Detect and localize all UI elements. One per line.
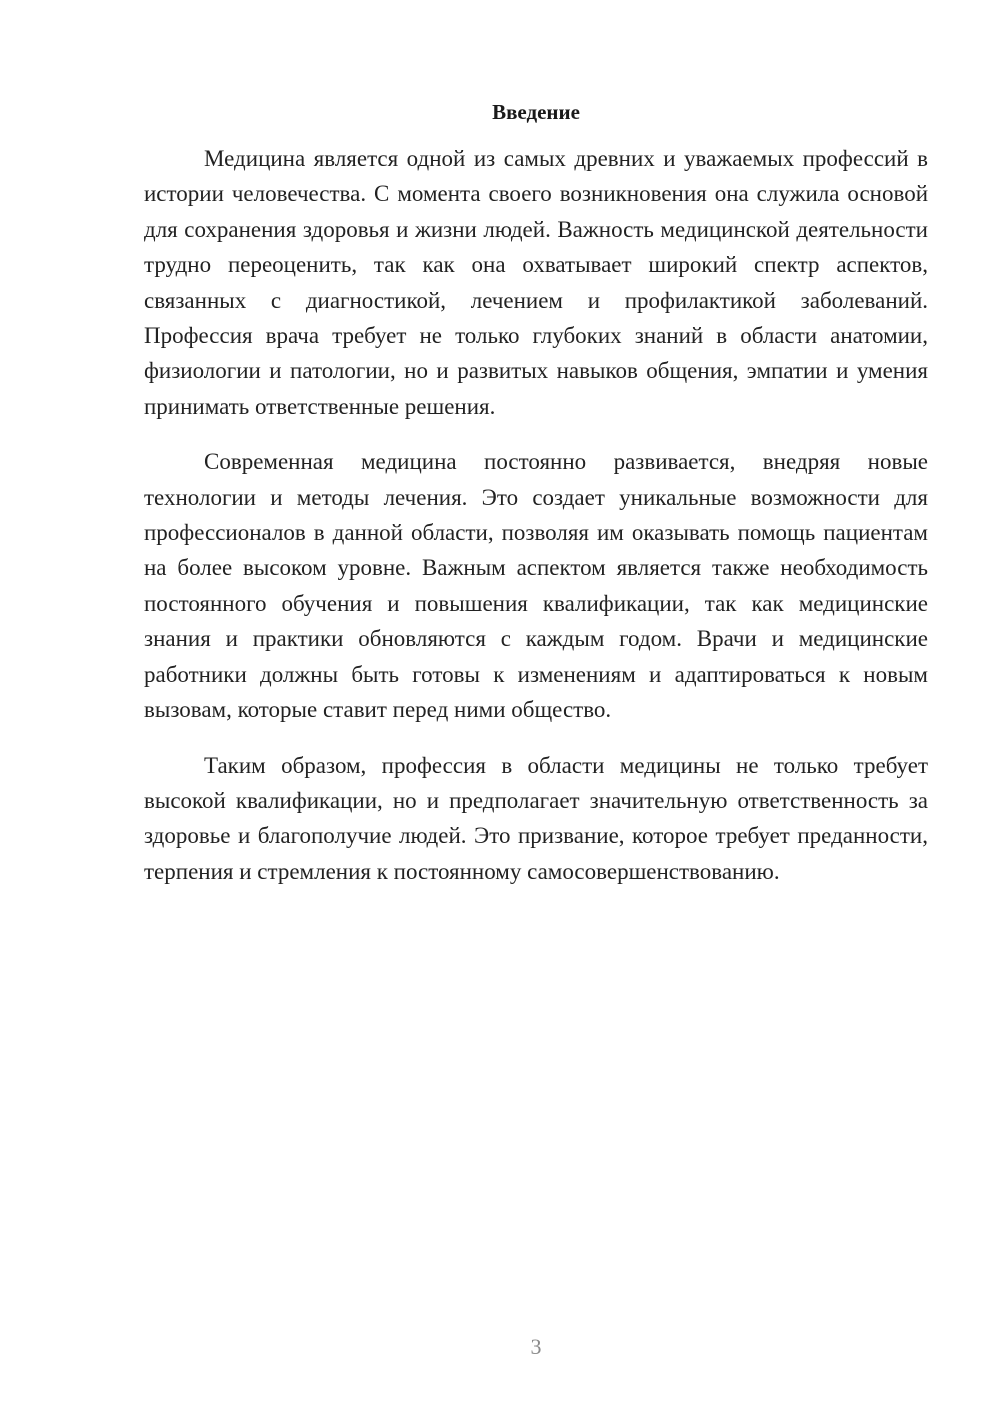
page-number: 3 <box>530 1334 542 1359</box>
paragraph-2: Современная медицина постоянно развивается, внедряя новые технологии и методы лечения. Это создает уникальные возможности для профессионалов в данной области, позволяя им оказывать помощь пациентам на более высоком уровне. Важным аспектом является также необходимость постоянного обучения и повышения квалификации, так как медицинские знания и практики обновляются с каждым годом. Врачи и медицинские работники должны быть готовы к изменениям и адаптироваться к новым вызовам, которые ставит перед ними общество. <box>144 449 928 723</box>
section-title: Введение <box>492 100 580 124</box>
paragraph-1: Медицина является одной из самых древних и уважаемых профессий в истории человечества. С момента своего возникновения она служила основой для сохранения здоровья и жизни людей. Важность медицинской деятельности трудно переоценить, так как она охватывает широкий спектр аспектов, связанных с диагностикой, лечением и профилактикой заболеваний. Профессия врача требует не только глубоких знаний в области анатомии, физиологии и патологии, но и развитых навыков общения, эмпатии и умения принимать ответственные решения. <box>144 146 928 419</box>
body-text <box>144 141 928 909</box>
paragraph-3: Таким образом, профессия в области медицины не только требует высокой квалификации, но и предполагает значительную ответственность за здоровье и благополучие людей. Это призвание, которое требует преданности, терпения и стремления к постоянному самосовершенствованию. <box>144 752 928 884</box>
